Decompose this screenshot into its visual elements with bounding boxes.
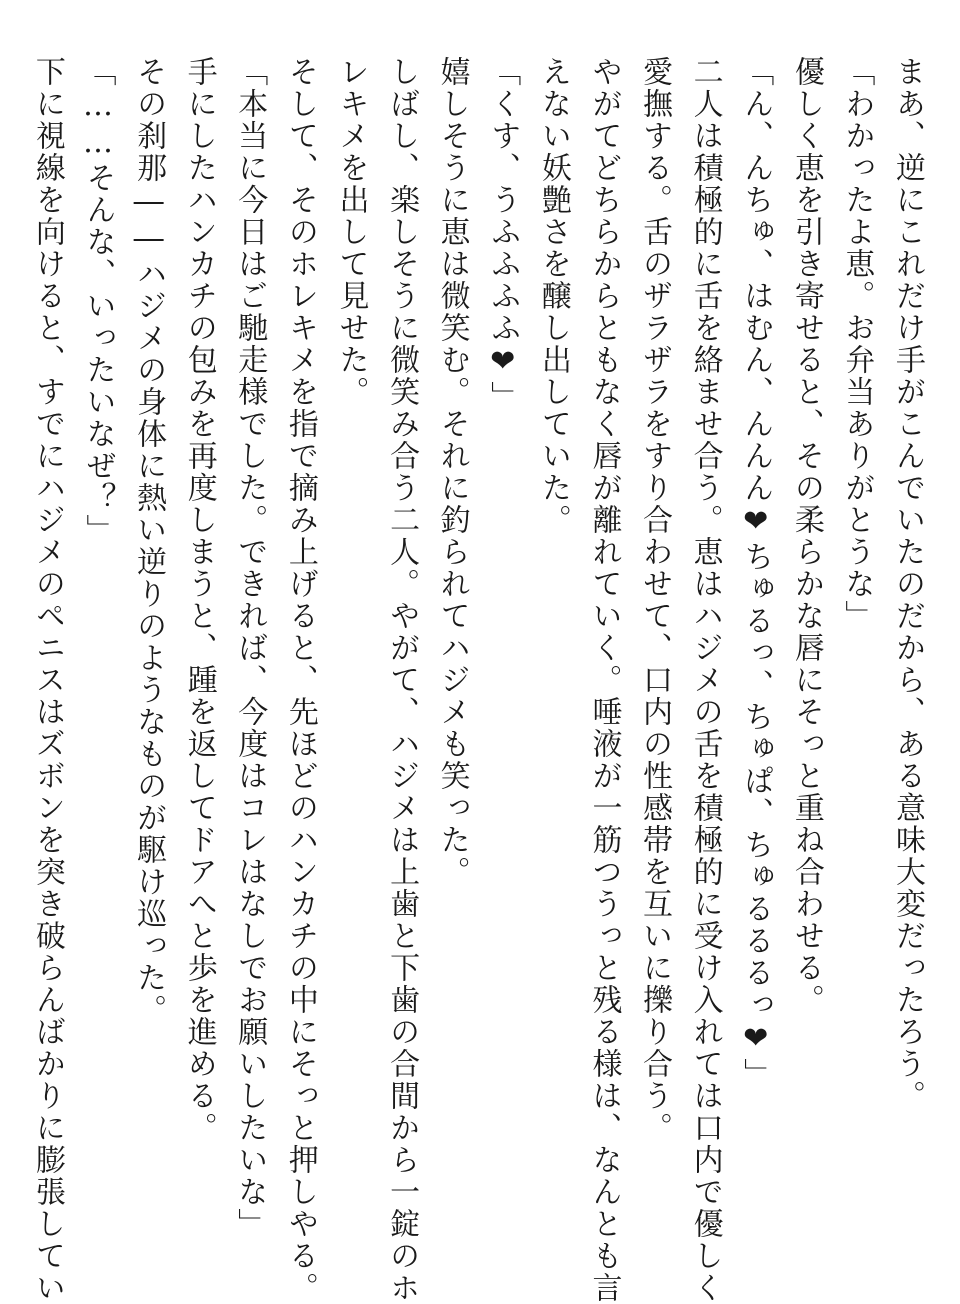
text-line-4: 「ん、んちゅ、はむん、んんん❤ちゅるっ、ちゅぱ、ちゅるるるっ❤」 xyxy=(738,56,774,1090)
text-line-7: やがてどちらからともなく唇が離れていく。唾液が一筋つうっと残る様は、なんとも言 xyxy=(586,56,622,1304)
text-line-5: 二人は積極的に舌を絡ませ合う。恵はハジメの舌を積極的に受け入れては口内で優しく xyxy=(687,56,723,1304)
text-line-12: レキメを出して見せた。 xyxy=(333,56,369,408)
text-line-10: 嬉しそうに恵は微笑む。それに釣られてハジメも笑った。 xyxy=(434,56,470,888)
text-line-2: 「わかったよ恵。お弁当ありがとうな」 xyxy=(839,56,875,632)
text-line-3: 優しく恵を引き寄せると、その柔らかな唇にそっと重ね合わせる。 xyxy=(788,56,824,1016)
text-line-17: 「……そんな、いったいなぜ？」 xyxy=(80,56,116,546)
text-line-6: 愛撫する。舌のザラザラをすり合わせて、口内の性感帯を互いに擽り合う。 xyxy=(637,56,673,1144)
text-line-13: そして、そのホレキメを指で摘み上げると、先ほどのハンカチの中にそっと押しやる。 xyxy=(282,56,318,1304)
text-line-14: 「本当に今日はご馳走様でした。できれば、今度はコレはなしでお願いしたいな」 xyxy=(232,56,268,1240)
text-line-18: 下に視線を向けると、すでにハジメのペニスはズボンを突き破らんばかりに膨張してい xyxy=(29,56,65,1304)
text-line-1: まあ、逆にこれだけ手がこんでいたのだから、ある意味大変だったろう。 xyxy=(890,56,925,1112)
text-line-8: えない妖艶さを醸し出していた。 xyxy=(535,56,571,536)
text-line-15: 手にしたハンカチの包みを再度しまうと、踵を返してドアへと歩を進める。 xyxy=(181,56,217,1144)
vertical-text-body xyxy=(21,56,932,1304)
text-line-9: 「くす、うふふふふ❤」 xyxy=(485,56,521,413)
text-line-11: しばし、楽しそうに微笑み合う二人。やがて、ハジメは上歯と下歯の合間から一錠のホ xyxy=(384,56,420,1304)
text-line-16: その刹那――ハジメの身体に熱い逆りのようなものが駆け巡った。 xyxy=(131,56,167,1026)
